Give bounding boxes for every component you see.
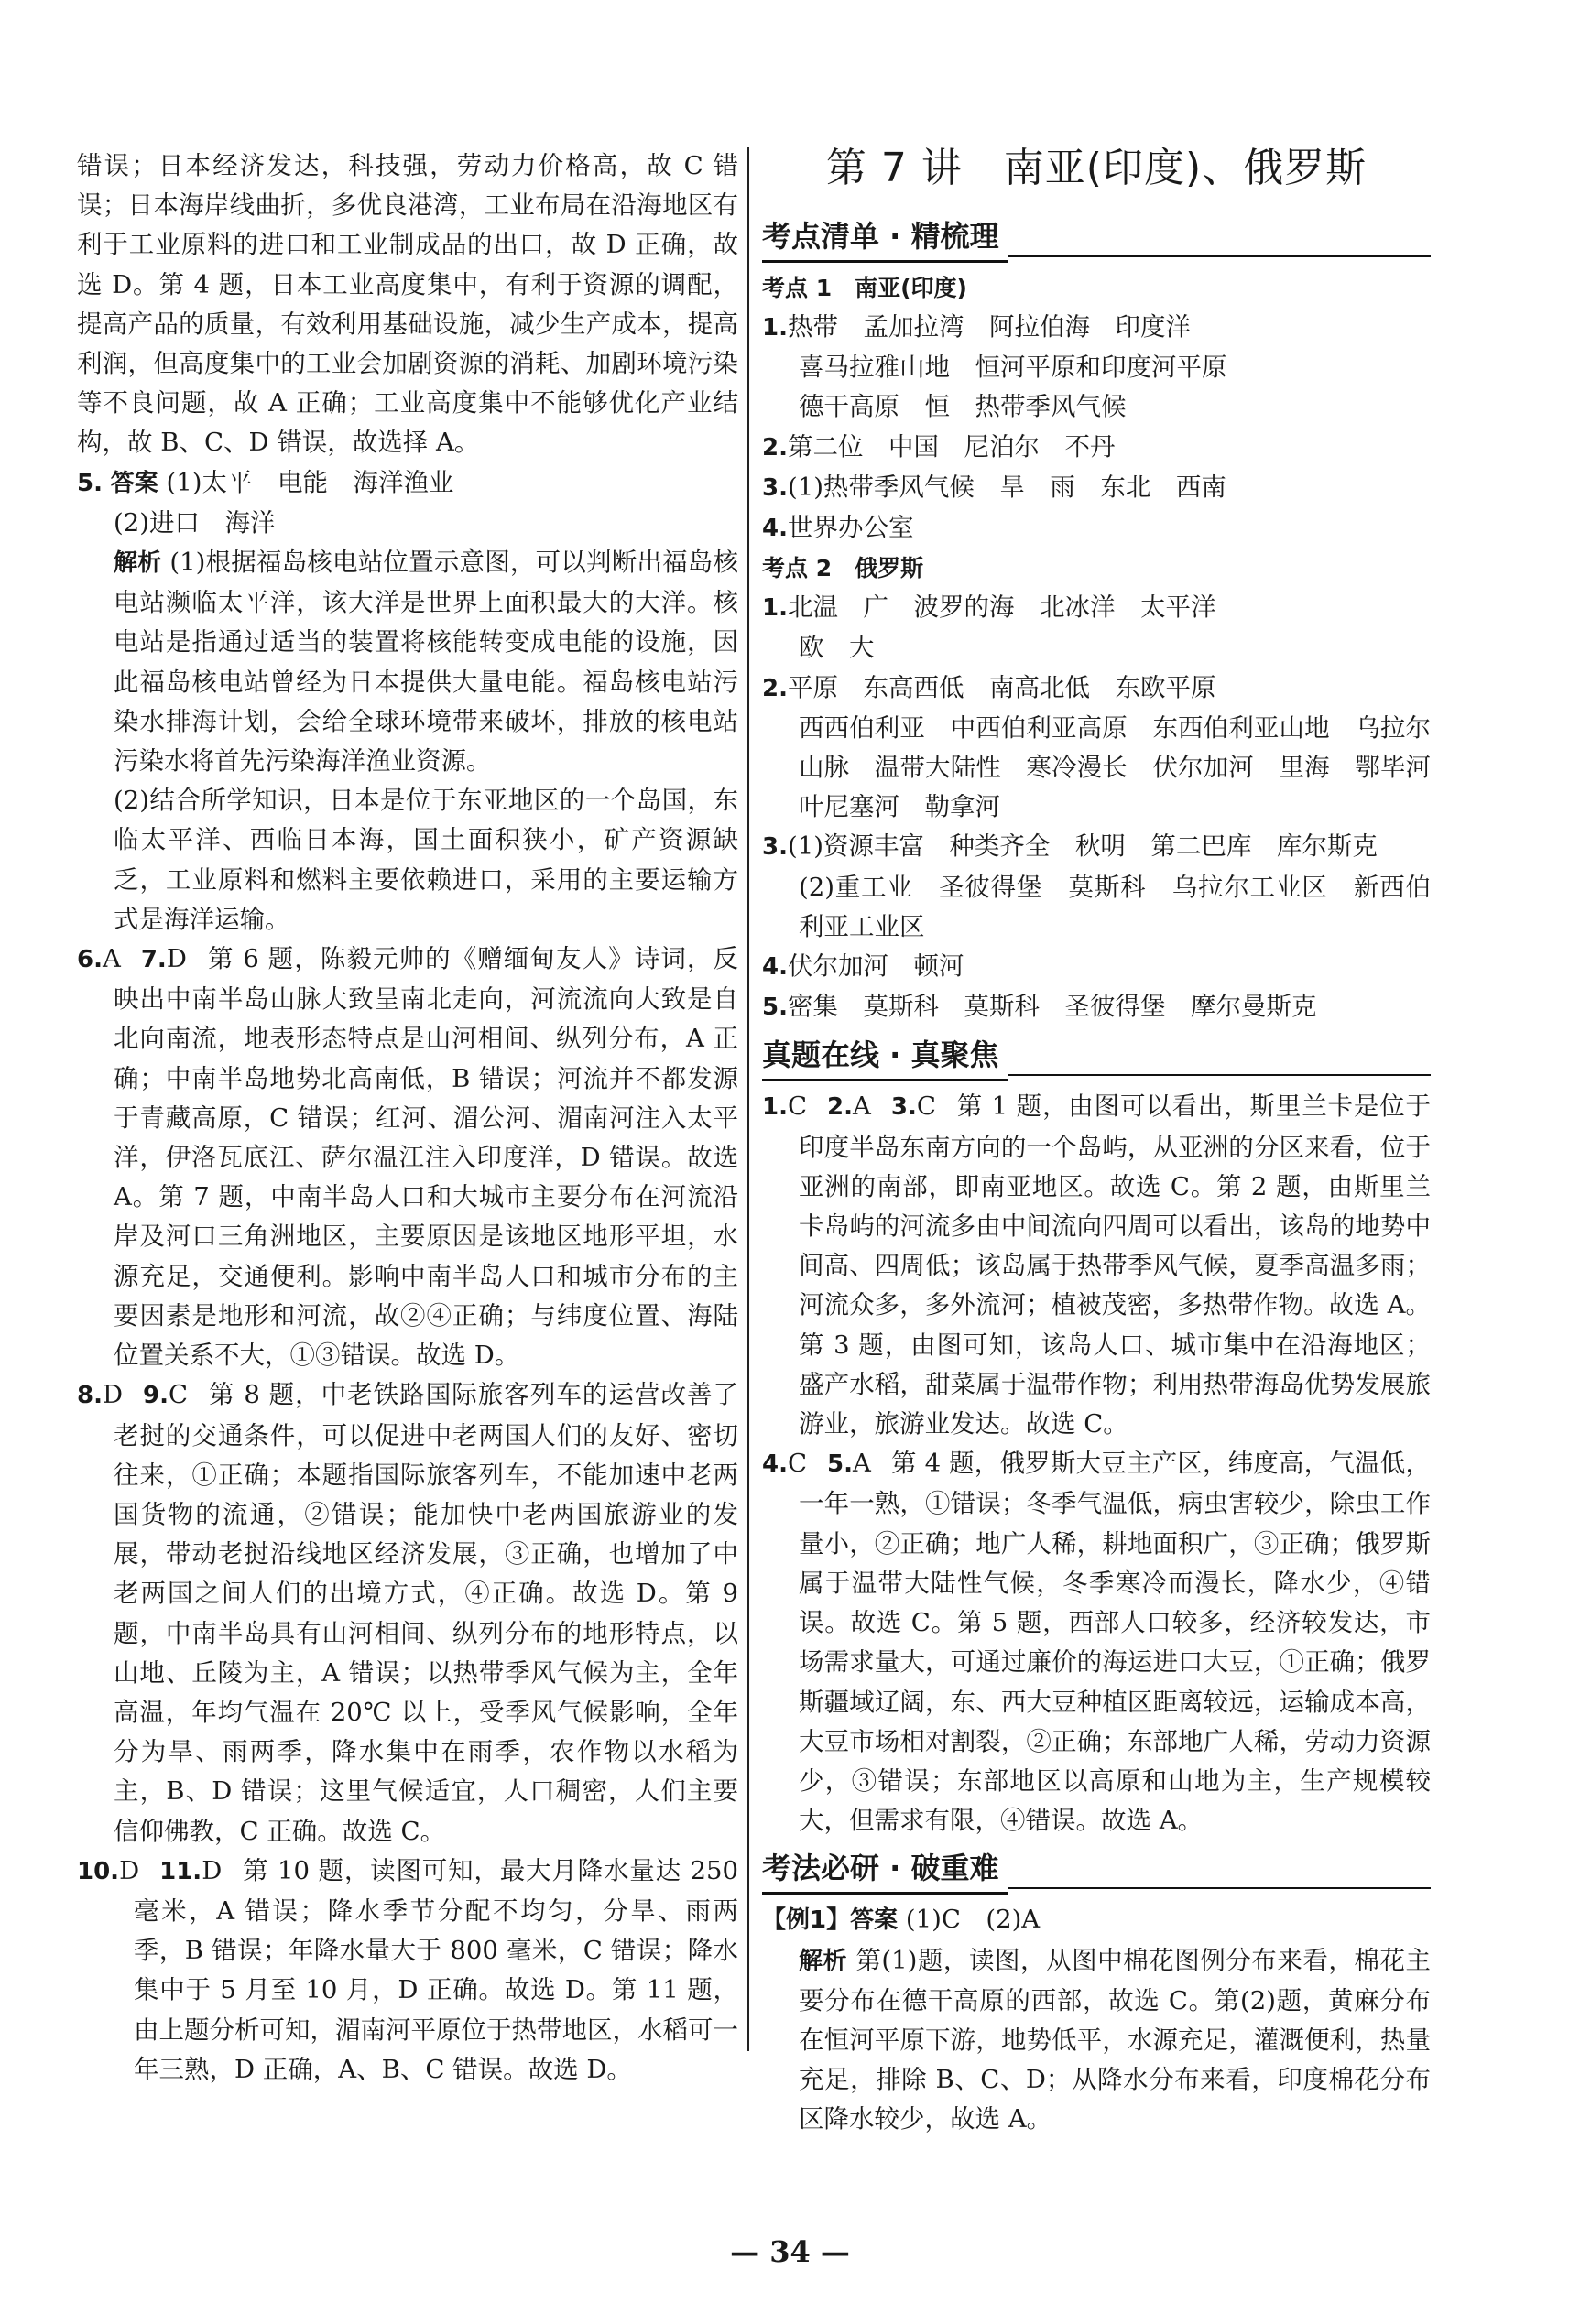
item-text: 平原 东高西低 南高北低 东欧平原 xyxy=(787,672,1216,702)
q5-block: 5. 答案 (1)太平 电能 海洋渔业 xyxy=(77,467,454,497)
item-text: 欧 大 xyxy=(799,633,875,663)
item-text: 世界办公室 xyxy=(787,513,914,543)
item-text: 西西伯利亚 中西伯利亚高原 东西伯利亚山地 乌拉尔山脉 温带大陆性 寒冷漫长 伏尔加河 里海 鄂毕河 叶尼塞河 勒拿河 xyxy=(799,712,1456,822)
chapter-title: 第 7 讲 南亚(印度)、俄罗斯 xyxy=(825,145,1368,191)
page-number: — 34 — xyxy=(730,2234,850,2269)
item-text: (2)重工业 圣彼得堡 莫斯科 乌拉尔工业区 新西伯利亚工业区 xyxy=(799,872,1431,941)
item-text: (1)资源丰富 种类齐全 秋明 第二巴库 库尔斯克 xyxy=(787,831,1378,862)
list-item xyxy=(762,348,1431,387)
q5-answer-2: (2)进口 海洋 xyxy=(114,507,276,538)
list-item xyxy=(762,387,1431,427)
q5-analysis-2: (2)结合所学知识，日本是位于东亚地区的一个岛国，东临太平洋、西临日本海，国土面积狭小，矿产资源缺乏，工业原料和燃料主要依赖进口，采用的主要运输方式是海洋运输。 xyxy=(114,786,738,934)
item-text: 北温 广 波罗的海 北冰洋 太平洋 xyxy=(787,592,1216,623)
item-text: 第二位 中国 尼泊尔 不丹 xyxy=(787,431,1116,462)
list-item xyxy=(762,588,1431,628)
column-divider xyxy=(747,147,749,2051)
item-number: 2. xyxy=(762,674,788,702)
list-item xyxy=(762,709,1456,828)
answer-label: 答案 xyxy=(110,469,158,497)
item-number: 2. xyxy=(762,433,788,462)
item-number: 4. xyxy=(762,953,788,982)
example-1-analysis: 解析 第(1)题，读图，从图中棉花图例分布来看，棉花主要分布在德干高原的西部，故选 C。第(2)题，黄麻分布在恒河平原下游，地势低平，水源充足，灌溉便利，热量充足，排除 B、C、D；从降水分布来看，印度棉花分布区降水较少，故选 A。 xyxy=(799,1945,1431,2134)
left-column xyxy=(77,147,738,2090)
item-number: 3. xyxy=(762,833,788,862)
item-number: 1. xyxy=(762,594,788,623)
item-text: 德干高原 恒 热带季风气候 xyxy=(799,392,1127,422)
right-column xyxy=(762,145,1456,2140)
item-text: 热带 孟加拉湾 阿拉伯海 印度洋 xyxy=(787,312,1191,342)
topic-2-heading: 考点 2 俄罗斯 xyxy=(762,555,924,582)
list-item xyxy=(762,508,1431,548)
topic-1-heading: 考点 1 南亚(印度) xyxy=(762,275,967,301)
list-item xyxy=(762,628,1431,668)
list-item xyxy=(762,987,1431,1027)
list-item xyxy=(762,668,1431,709)
exam-q1-3-block: 1.C 2.A 3.C 第 1 题，由图可以看出，斯里兰卡是位于印度半岛东南方向的一个岛屿，从亚洲的分区来看，位于亚洲的南部，即南亚地区。故选 C。第 2 题，由斯里兰卡岛屿的河流多由中间流向四周可以看出，该岛的地势中间高、四周低；该岛属于热带季风气候，夏季高温多雨；河流众多，多外流河；植被茂密，多热带作物。故选 A。第 3 题，由图可知，该岛人口、城市集中在沿海地区；盛产水稻，甜菜属于温带作物；利用热带海岛优势发展旅游业，旅游业发达。故选 C。 xyxy=(762,1091,1431,1439)
section-heading-exam-questions: 真题在线 · 真聚焦 xyxy=(762,1031,1431,1081)
continued-paragraph: 错误；日本经济发达，科技强，劳动力价格高，故 C 错误；日本海岸线曲折，多优良港湾，工业布局在沿海地区有利于工业原料的进口和工业制成品的出口，故 D 正确，故选 D。第 4 题，日本工业高度集中，有利于资源的调配，提高产品的质量，有效利用基础设施，减少生产成本，提高利润，但高度集中的工业会加剧资源的消耗、加剧环境污染等不良问题，故 A 正确；工业高度集中不能够优化产业结构，故 B、C、D 错误，故选择 A。 xyxy=(77,151,738,458)
item-text: 伏尔加河 顿河 xyxy=(787,951,964,982)
item-text: (1)热带季风气候 旱 雨 东北 西南 xyxy=(787,472,1226,502)
item-number: 1. xyxy=(762,314,788,342)
topic-1-list xyxy=(762,308,1431,548)
q6-7-block: 6.A 7.D 第 6 题，陈毅元帅的《赠缅甸友人》诗词，反映出中南半岛山脉大致呈南北走向，河流流向大致是自北向南流，地表形态特点是山河相间、纵列分布，A 正确；中南半岛地势北高南低，B 错误；河流并不都发源于青藏高原，C 错误；红河、湄公河、湄南河注入太平洋，伊洛瓦底江、萨尔温江注入印度洋，D 错误。故选 A。第 7 题，中南半岛人口和大城市主要分布在河流沿岸及河口三角洲地区，主要原因是该地区地形平坦，水源充足，交通便利。影响中南半岛人口和城市分布的主要因素是地形和河流，故②④正确；与纬度位置、海陆位置关系不大，①③错误。故选 D。 xyxy=(77,944,738,1371)
item-number: 3. xyxy=(762,473,788,502)
section-heading-checklist: 考点清单 · 精梳理 xyxy=(762,212,1431,263)
list-item xyxy=(762,827,1431,867)
list-item xyxy=(762,308,1431,348)
q10-11-block: 10.D 11.D 第 10 题，读图可知，最大月降水量达 250 毫米，A 错误；降水季节分配不均匀，分旱、雨两季，B 错误；年降水量大于 800 毫米，C 错误；降水集中于 5 月至 10 月，D 正确。故选 D。第 11 题，由上题分析可知，湄南河平原位于热带地区，水稻可一年三熟，D 正确，A、B、C 错误。故选 D。 xyxy=(77,1855,738,2084)
example-1-answer: 【例1】答案 (1)C (2)A xyxy=(762,1905,1041,1935)
q5-analysis-1: 解析 (1)根据福岛核电站位置示意图，可以判断出福岛核电站濒临太平洋，该大洋是世界上面积最大的大洋。核电站是指通过适当的装置将核能转变成电能的设施，因此福岛核电站曾经为日本提供大量电能。福岛核电站污染水排海计划，会给全球环境带来破坏，排放的核电站污染水将首先污染海洋渔业资源。 xyxy=(114,548,738,776)
item-number: 5. xyxy=(762,994,788,1022)
list-item xyxy=(762,468,1431,508)
list-item xyxy=(762,868,1431,947)
item-text: 喜马拉雅山地 恒河平原和印度河平原 xyxy=(799,353,1227,383)
list-item xyxy=(762,947,1431,987)
section-heading-methods: 考法必研 · 破重难 xyxy=(762,1844,1431,1895)
topic-2-list xyxy=(762,588,1456,1027)
item-text: 密集 莫斯科 莫斯科 圣彼得堡 摩尔曼斯克 xyxy=(787,992,1317,1022)
list-item xyxy=(762,428,1431,468)
item-number: 4. xyxy=(762,515,788,543)
exam-q4-5-block: 4.C 5.A 第 4 题，俄罗斯大豆主产区，纬度高，气温低，一年一熟，①错误；冬季气温低，病虫害较少，除虫工作量小，②正确；地广人稀，耕地面积广，③正确；俄罗斯属于温带大陆性气候，冬季寒冷而漫长，降水少，④错误。故选 C。第 5 题，西部人口较多，经济较发达，市场需求量大，可通过廉价的海运进口大豆，①正确；俄罗斯疆域辽阔，东、西大豆种植区距离较远，运输成本高，大豆市场相对割裂，②正确；东部地广人稀，劳动力资源少，③错误；东部地区以高原和山地为主，生产规模较大，但需求有限，④错误。故选 A。 xyxy=(762,1449,1431,1836)
q8-9-block: 8.D 9.C 第 8 题，中老铁路国际旅客列车的运营改善了老挝的交通条件，可以促进中老两国人们的友好、密切往来，①正确；本题指国际旅客列车，不能加速中老两国货物的流通，②错误；能加快中老两国旅游业的发展，带动老挝沿线地区经济发展，③正确，也增加了中老两国之间人们的出境方式，④正确。故选 D。第 9 题，中南半岛具有山河相间、纵列分布的地形特点，以山地、丘陵为主，A 错误；以热带季风气候为主，全年高温，年均气温在 20℃ 以上，受季风气候影响，全年分为旱、雨两季，降水集中在雨季，农作物以水稻为主，B、D 错误；这里气候适宜，人口稠密，人们主要信仰佛教，C 正确。故选 C。 xyxy=(77,1380,738,1846)
